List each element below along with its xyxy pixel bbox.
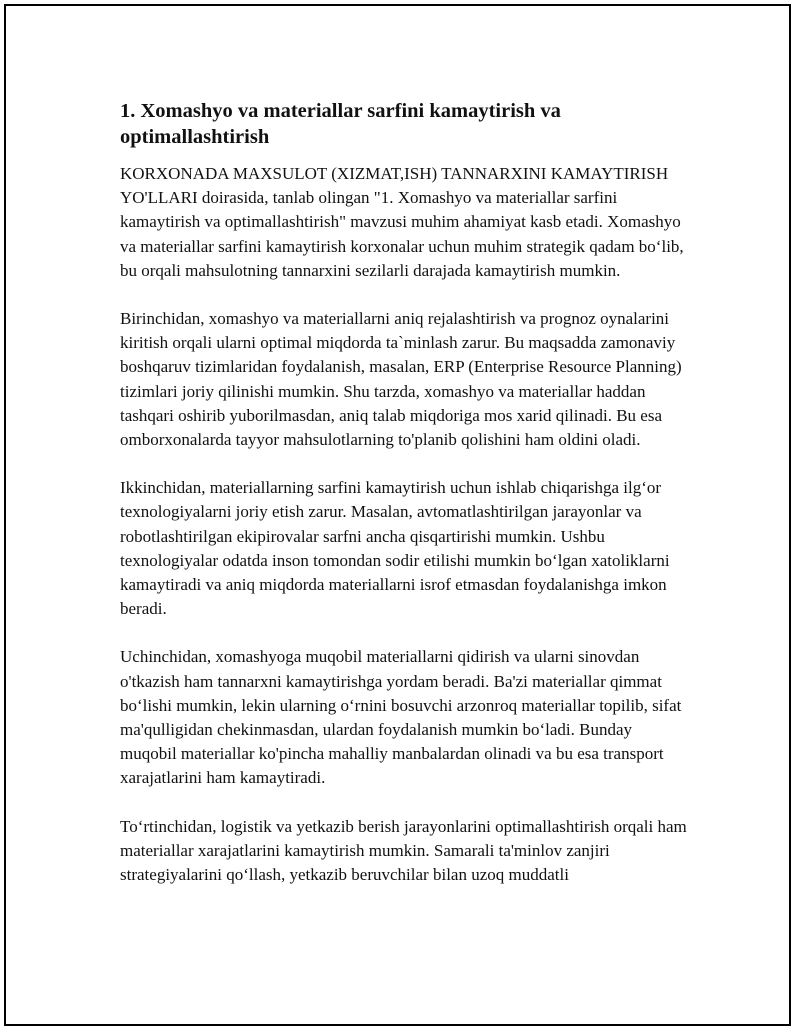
paragraph-intro: KORXONADA MAXSULOT (XIZMAT,ISH) TANNARXINI KAMAYTIRISH YO'LLARI doirasida, tanlab olingan "1. Xomashyo va materiallar sarfini kamaytirish va optimallashtirish" mavzusi muhim ahamiyat kasb etadi. Xomashyo va materiallar sarfini kamaytirish korxonalar uchun muhim strategik qadam bo‘lib, bu orqali mahsulotning tannarxini sezilarli darajada kamaytirish mumkin.	[120, 164, 684, 280]
paragraph-first: Birinchidan, xomashyo va materiallarni aniq rejalashtirish va prognoz oynalarini kiritish orqali ularni optimal miqdorda ta`minlash zarur. Bu maqsadda zamonaviy boshqaruv tizimlaridan foydalanish, masalan, ERP (Enterprise Resource Planning) tizimlari joriy qilinishi mumkin. Shu tarzda, xomashyo va materiallar haddan tashqari oshirib yuborilmasdan, aniq talab miqdoriga mos xarid qilinadi. Bu esa omborxonalarda tayyor mahsulotlarning to'planib qolishini ham oldini oladi.	[120, 309, 682, 450]
document-page	[4, 4, 791, 1026]
paragraph-third: Uchinchidan, xomashyoga muqobil materiallarni qidirish va ularni sinovdan o'tkazish ham tannarxni kamaytirishga yordam beradi. Ba'zi materiallar qimmat bo‘lishi mumkin, lekin ularning o‘rnini bosuvchi arzonroq materiallar topilib, sifat ma'qulligidan chekinmasdan, ulardan foydalanish mumkin bo‘ladi. Bunday muqobil materiallar ko'pincha mahalliy manbalardan olinadi va bu esa transport xarajatlarini ham kamaytiradi.	[120, 647, 682, 788]
paragraph-fourth: To‘rtinchidan, logistik va yetkazib berish jarayonlarini optimallashtirish orqali ham materiallar xarajatlarini kamaytirish mumkin. Samarali ta'minlov zanjiri strategiyalarini qo‘llash, yetkazib beruvchilar bilan uzoq muddatli	[120, 816, 687, 885]
document-body	[120, 98, 692, 911]
paragraph-second: Ikkinchidan, materiallarning sarfini kamaytirish uchun ishlab chiqarishga ilg‘or texnologiyalarni joriy etish zarur. Masalan, avtomatlashtirilgan jarayonlar va robotlashtirilgan ekipirovalar sarfni ancha qisqartirishi mumkin. Ushbu texnologiyalar odatda inson tomondan sodir etilishi mumkin bo‘lgan xatoliklarni kamaytiradi va aniq miqdorda materiallarni isrof etmasdan foydalanishga imkon beradi.	[120, 478, 670, 619]
section-heading: 1. Xomashyo va materiallar sarfini kamaytirish va optimallashtirish	[120, 100, 561, 148]
